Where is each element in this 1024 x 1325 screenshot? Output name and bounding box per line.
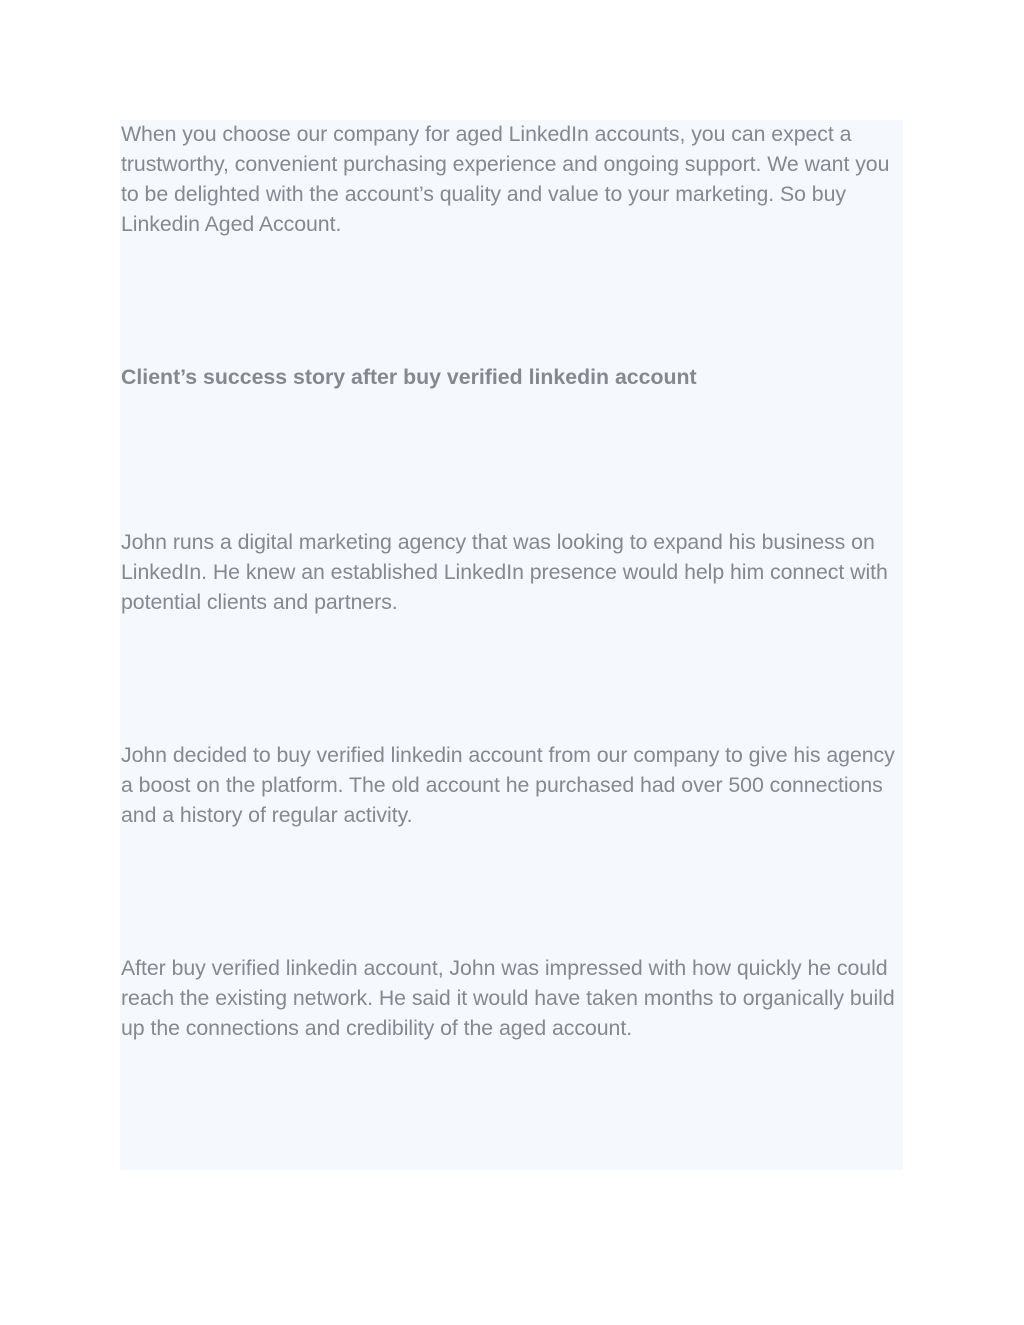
story-paragraph-2: John decided to buy verified linkedin account from our company to give his agency a boost on the platform. The old account he purchased had over 500 connections and a history of regular activity.	[121, 743, 895, 827]
story-paragraph-3: After buy verified linkedin account, John was impressed with how quickly he could reach the existing network. He said it would have taken months to organically build up the connections and credibility of the aged account.	[121, 956, 895, 1040]
section-heading: Client’s success story after buy verified linkedin account	[121, 365, 697, 389]
intro-paragraph: When you choose our company for aged LinkedIn accounts, you can expect a trustworthy, convenient purchasing experience and ongoing support. We want you to be delighted with the account’s quality and value to your marketing. So buy Linkedin Aged Account.	[121, 122, 890, 236]
story-paragraph-1: John runs a digital marketing agency that was looking to expand his business on LinkedIn. He knew an established LinkedIn presence would help him connect with potential clients and partners.	[121, 530, 888, 614]
